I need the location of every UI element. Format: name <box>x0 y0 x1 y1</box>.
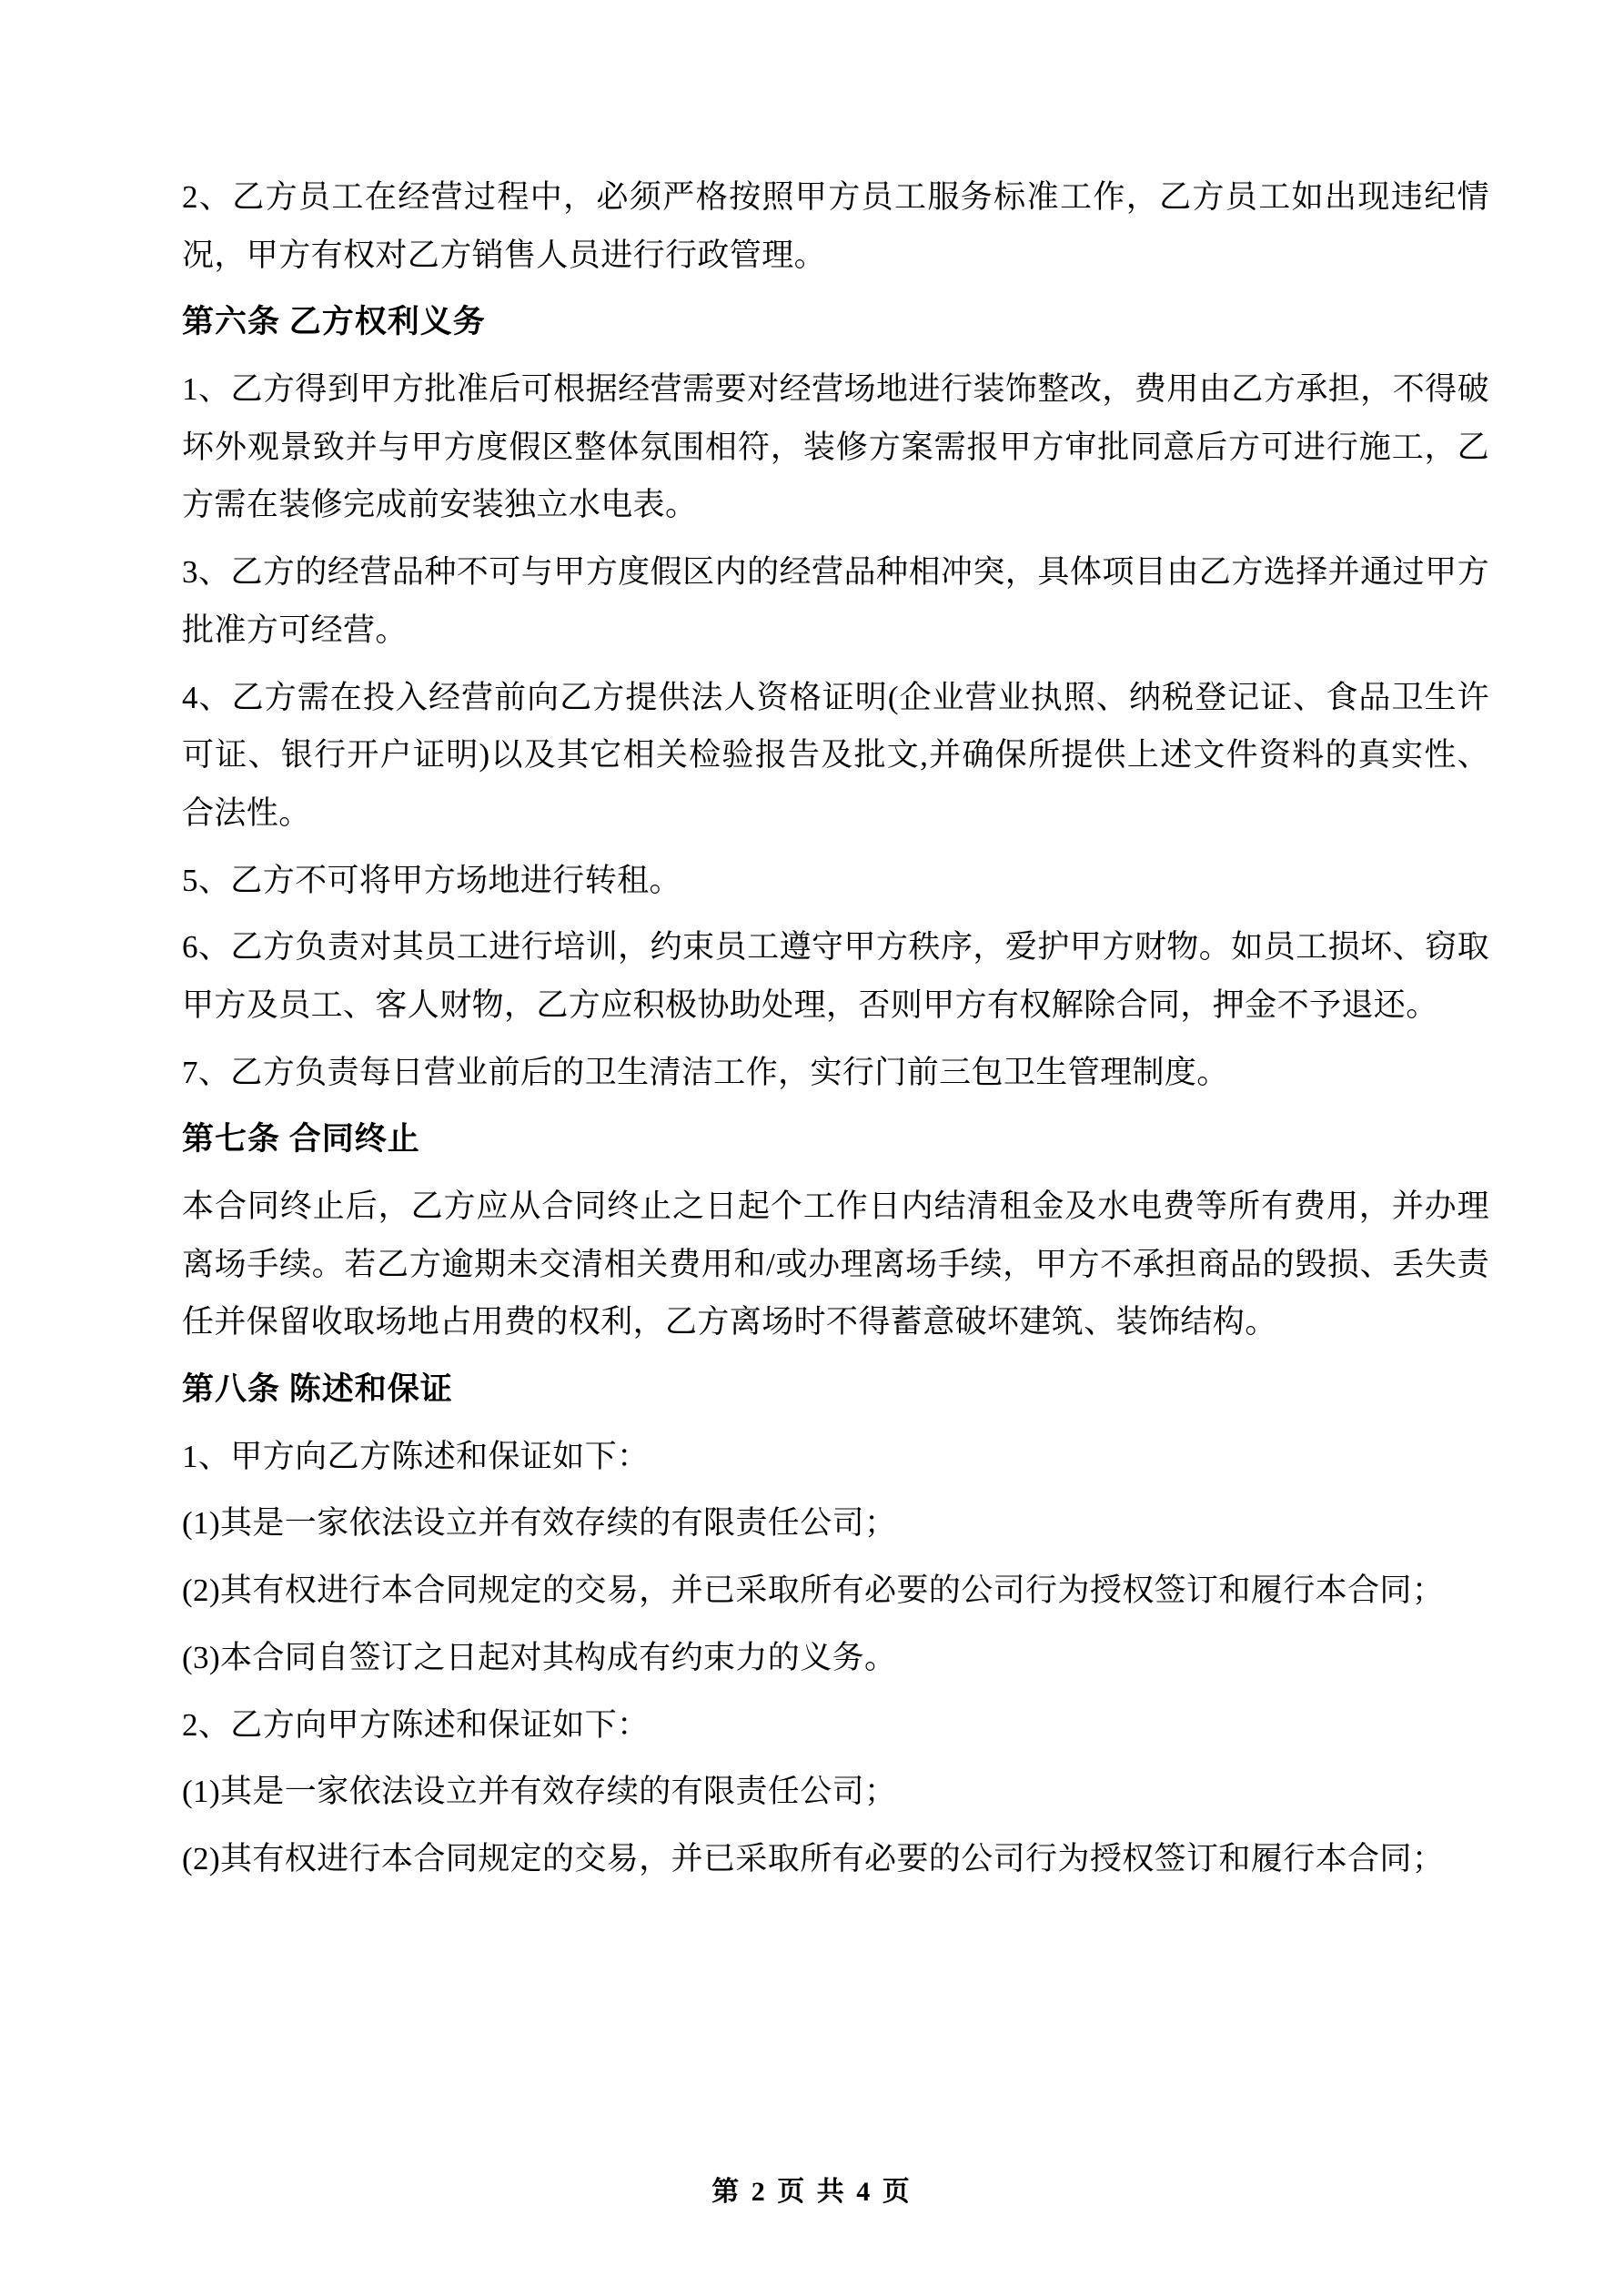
paragraph: (2)其有权进行本合同规定的交易，并已采取所有必要的公司行为授权签订和履行本合同； <box>182 1573 1445 1609</box>
paragraph: (2)其有权进行本合同规定的交易，并已采取所有必要的公司行为授权签订和履行本合同； <box>182 1840 1445 1876</box>
paragraph: 本合同终止后，乙方应从合同终止之日起个工作日内结清租金及水电费等所有费用，并办理离场手续。若乙方逾期未交清相关费用和/或办理离场手续，甲方不承担商品的毁损、丢失责任并保留收取场地占用费的权利，乙方离场时不得蓄意破坏建筑、装饰结构。 <box>182 1188 1489 1340</box>
paragraph: 6、乙方负责对其员工进行培训，约束员工遵守甲方秩序，爱护甲方财物。如员工损坏、窃取甲方及员工、客人财物，乙方应积极协助处理，否则甲方有权解除合同，押金不予退还。 <box>182 929 1489 1023</box>
paragraph: (1)其是一家依法设立并有效存续的有限责任公司； <box>182 1505 897 1542</box>
paragraph: 7、乙方负责每日营业前后的卫生清洁工作，实行门前三包卫生管理制度。 <box>182 1054 1229 1090</box>
section-heading: 第六条 乙方权利义务 <box>182 304 486 340</box>
paragraph: 4、乙方需在投入经营前向乙方提供法人资格证明(企业营业执照、纳税登记证、食品卫生许可证、银行开户证明)以及其它相关检验报告及批文,并确保所提供上述文件资料的真实性、合法性。 <box>182 679 1489 831</box>
paragraph: 2、乙方员工在经营过程中，必须严格按照甲方员工服务标准工作，乙方员工如出现违纪情况，甲方有权对乙方销售人员进行行政管理。 <box>182 179 1489 273</box>
paragraph: 2、乙方向甲方陈述和保证如下： <box>182 1706 650 1743</box>
paragraph: 1、乙方得到甲方批准后可根据经营需要对经营场地进行装饰整改，费用由乙方承担，不得破坏外观景致并与甲方度假区整体氛围相符，装修方案需报甲方审批同意后方可进行施工，乙方需在装修完成前安装独立水电表。 <box>182 371 1489 523</box>
section-heading: 第七条 合同终止 <box>182 1121 420 1158</box>
paragraph: (3)本合同自签订之日起对其构成有约束力的义务。 <box>182 1639 897 1675</box>
paragraph: 5、乙方不可将甲方场地进行转租。 <box>182 862 681 898</box>
section-heading: 第八条 陈述和保证 <box>182 1371 453 1408</box>
document-body <box>182 168 1489 1888</box>
paragraph: 3、乙方的经营品种不可与甲方度假区内的经营品种相冲突，具体项目由乙方选择并通过甲方批准方可经营。 <box>182 554 1489 648</box>
paragraph: 1、甲方向乙方陈述和保证如下： <box>182 1438 650 1474</box>
page-footer: 第 2 页 共 4 页 <box>711 2177 913 2207</box>
paragraph: (1)其是一家依法设立并有效存续的有限责任公司； <box>182 1774 897 1810</box>
